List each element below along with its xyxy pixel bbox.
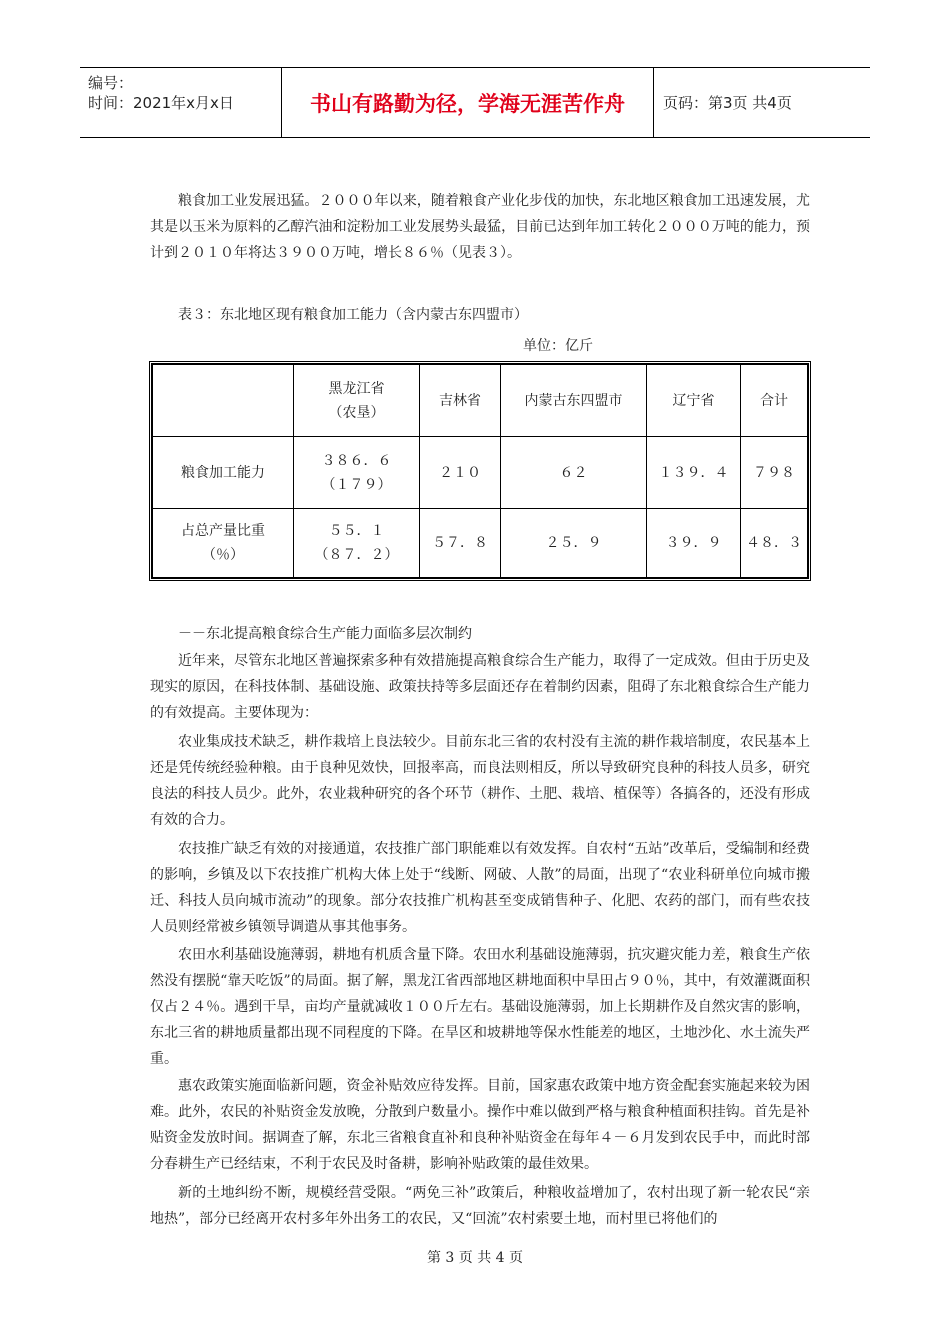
header-cell-liaoning: 辽宁省 — [647, 365, 741, 437]
paragraph-5: 惠农政策实施面临新问题，资金补贴效应待发挥。目前，国家惠农政策中地方资金配套实施起来较为困难。此外，农民的补贴资金发放晚，分散到户数量小。操作中难以做到严格与粮食种植面积挂钩。首先是补贴资金发放时间。据调查了解，东北三省粮食直补和良种补贴资金在每年４－６月发到农民手中，而此时部分春耕生产已经结束，不利于农民及时备耕，影响补贴政策的最佳效果。 — [150, 1078, 810, 1172]
header-meta — [80, 68, 282, 137]
header-cell-empty — [153, 365, 294, 437]
table-unit: 单位：亿斤 — [523, 338, 593, 354]
data-table — [149, 361, 811, 581]
page-header — [80, 67, 870, 138]
header-cell-total: 合计 — [741, 365, 808, 437]
time-label: 时间：2021年x月x日 — [88, 94, 234, 112]
table-cell: ５７．８ — [420, 509, 501, 578]
header-page-info: 页码：第3页 共4页 — [663, 94, 792, 112]
table-caption: 表３：东北地区现有粮食加工能力（含内蒙古东四盟市） — [178, 307, 528, 323]
table-row — [153, 509, 808, 578]
table-cell: １３９．４ — [647, 437, 741, 509]
header-cell-jilin: 吉林省 — [420, 365, 501, 437]
header-cell-neimenggu: 内蒙古东四盟市 — [501, 365, 647, 437]
intro-paragraph: 粮食加工业发展迅猛。２０００年以来，随着粮食产业化步伐的加快，东北地区粮食加工迅速发展，尤其是以玉米为原料的乙醇汽油和淀粉加工业发展势头最猛，目前已达到年加工转化２０００万吨的能力，预计到２０１０年将达３９００万吨，增长８６％（见表３）。 — [150, 193, 810, 261]
header-cell-heilongjiang: 黑龙江省 （农垦） — [294, 365, 420, 437]
paragraph-6: 新的土地纠纷不断，规模经营受限。“两免三补”政策后，种粮收益增加了，农村出现了新一轮农民“亲地热”，部分已经离开农村多年外出务工的农民，又“回流”农村索要土地，而村里已将他们的 — [150, 1185, 810, 1227]
row-label: 粮食加工能力 — [153, 437, 294, 509]
table-cell: ２１０ — [420, 437, 501, 509]
row-label: 占总产量比重 （％） — [153, 509, 294, 578]
code-label: 编号： — [88, 74, 134, 92]
table-cell: ５５．１ （８７．２） — [294, 509, 420, 578]
paragraph-2: 农业集成技术缺乏，耕作栽培上良法较少。目前东北三省的农村没有主流的耕作栽培制度，农民基本上还是凭传统经验种粮。由于良种见效快，回报率高，而良法则相反，所以导致研究良种的科技人员多，研究良法的科技人员少。此外，农业栽种研究的各个环节（耕作、土肥、栽培、植保等）各搞各的，还没有形成有效的合力。 — [150, 734, 810, 828]
section-subtitle: －－东北提高粮食综合生产能力面临多层次制约 — [178, 626, 472, 642]
table-cell: ３９．９ — [647, 509, 741, 578]
table-cell: ６２ — [501, 437, 647, 509]
paragraph-3: 农技推广缺乏有效的对接通道，农技推广部门职能难以有效发挥。自农村“五站”改革后，受编制和经费的影响，乡镇及以下农技推广机构大体上处于“线断、网破、人散”的局面，出现了“农业科研单位向城市搬迁、科技人员向城市流动”的现象。部分农技推广机构甚至变成销售种子、化肥、农药的部门，而有些农技人员则经常被乡镇领导调遣从事其他事务。 — [150, 841, 810, 935]
table-cell: ２５．９ — [501, 509, 647, 578]
table-cell: ３８６．６ （１７９） — [294, 437, 420, 509]
page-footer: 第 3 页 共 4 页 — [426, 1250, 524, 1266]
header-motto: 书山有路勤为径，学海无涯苦作舟 — [282, 68, 654, 137]
table-row — [153, 437, 808, 509]
table-header-row — [153, 365, 808, 437]
paragraph-4: 农田水利基础设施薄弱，耕地有机质含量下降。农田水利基础设施薄弱，抗灾避灾能力差，粮食生产依然没有摆脱“靠天吃饭”的局面。据了解，黑龙江省西部地区耕地面积中旱田占９０％，其中，有效灌溉面积仅占２４％。遇到干旱，亩均产量就减收１００斤左右。基础设施薄弱，加上长期耕作及自然灾害的影响，东北三省的耕地质量都出现不同程度的下降。在旱区和坡耕地等保水性能差的地区，土地沙化、水土流失严重。 — [150, 947, 810, 1067]
paragraph-1: 近年来，尽管东北地区普遍探索多种有效措施提高粮食综合生产能力，取得了一定成效。但由于历史及现实的原因，在科技体制、基础设施、政策扶持等多层面还存在着制约因素，阻碍了东北粮食综合生产能力的有效提高。主要体现为： — [150, 653, 810, 721]
table-cell: ４８．３ — [741, 509, 808, 578]
table-cell: ７９８ — [741, 437, 808, 509]
